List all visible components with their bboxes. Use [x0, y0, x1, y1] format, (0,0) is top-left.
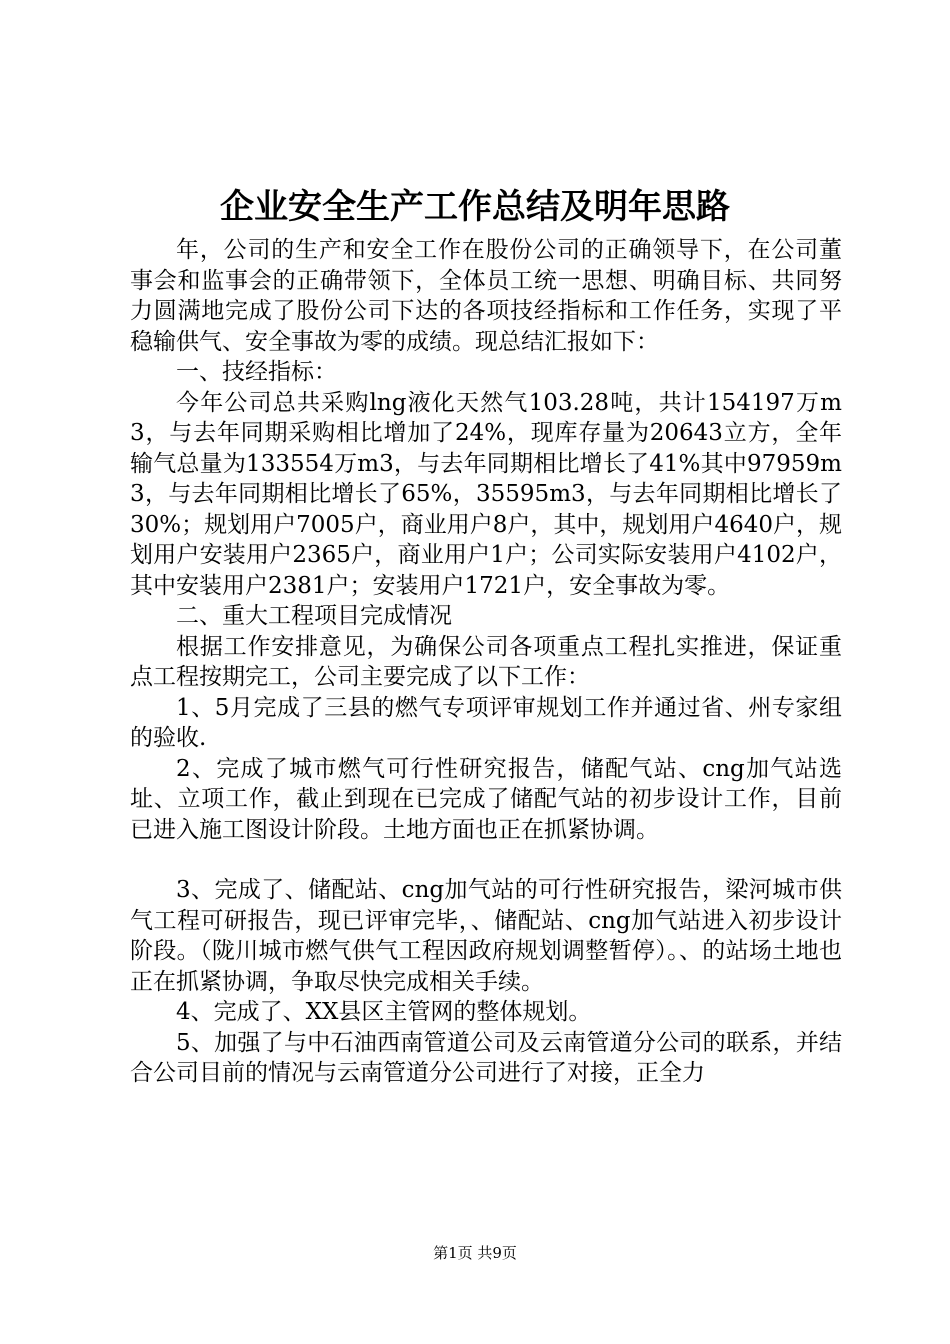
list-item-5: 5、加强了与中石油西南管道公司及云南管道分公司的联系，并结合公司目前的情况与云南管道分公司进行了对接，正全力 [130, 1029, 842, 1086]
section-heading-indicators: 一、技经指标： [176, 359, 337, 385]
page-footer: 第1页 共9页 [433, 1244, 517, 1262]
list-item-2: 2、完成了城市燃气可行性研究报告，储配气站、cng加气站选址、立项工作，截止到现在已完成了储配气站的初步设计工作，目前已进入施工图设计阶段。土地方面也正在抓紧协调。 [130, 755, 842, 843]
section-heading-projects: 二、重大工程项目完成情况 [176, 603, 452, 629]
document-body [130, 235, 842, 1089]
paragraph-projects-intro: 根据工作安排意见，为确保公司各项重点工程扎实推进，保证重点工程按期完工，公司主要完成了以下工作： [130, 633, 842, 690]
paragraph-intro: 年，公司的生产和安全工作在股份公司的正确领导下，在公司董事会和监事会的正确带领下，全体员工统一思想、明确目标、共同努力圆满地完成了股份公司下达的各项技经指标和工作任务，实现了平稳输供气、安全事故为零的成绩。现总结汇报如下： [130, 237, 842, 355]
list-item-3: 3、完成了、储配站、cng加气站的可行性研究报告，梁河城市供气工程可研报告，现已评审完毕，、储配站、cng加气站进入初步设计阶段。（陇川城市燃气供气工程因政府规划调整暂停）。、的站场土地也正在抓紧协调，争取尽快完成相关手续。 [130, 877, 842, 995]
list-item-4: 4、完成了、XX县区主管网的整体规划。 [176, 999, 592, 1025]
document-title: 企业安全生产工作总结及明年思路 [220, 187, 730, 227]
paragraph-indicators: 今年公司总共采购lng液化天然气103.28吨，共计154197万m3，与去年同期采购相比增加了24%，现库存量为20643立方，全年输气总量为133554万m3，与去年同期相比增长了41%其中97959m3，与去年同期相比增长了65%，35595m3，与去年同期相比增长了30%；规划用户7005户，商业用户8户，其中，规划用户4640户，规划用户安装用户2365户，商业用户1户；公司实际安装用户4102户，其中安装用户2381户；安装用户1721户，安全事故为零。 [130, 389, 842, 599]
list-item-1: 1、5月完成了三县的燃气专项评审规划工作并通过省、州专家组的验收. [130, 694, 842, 751]
